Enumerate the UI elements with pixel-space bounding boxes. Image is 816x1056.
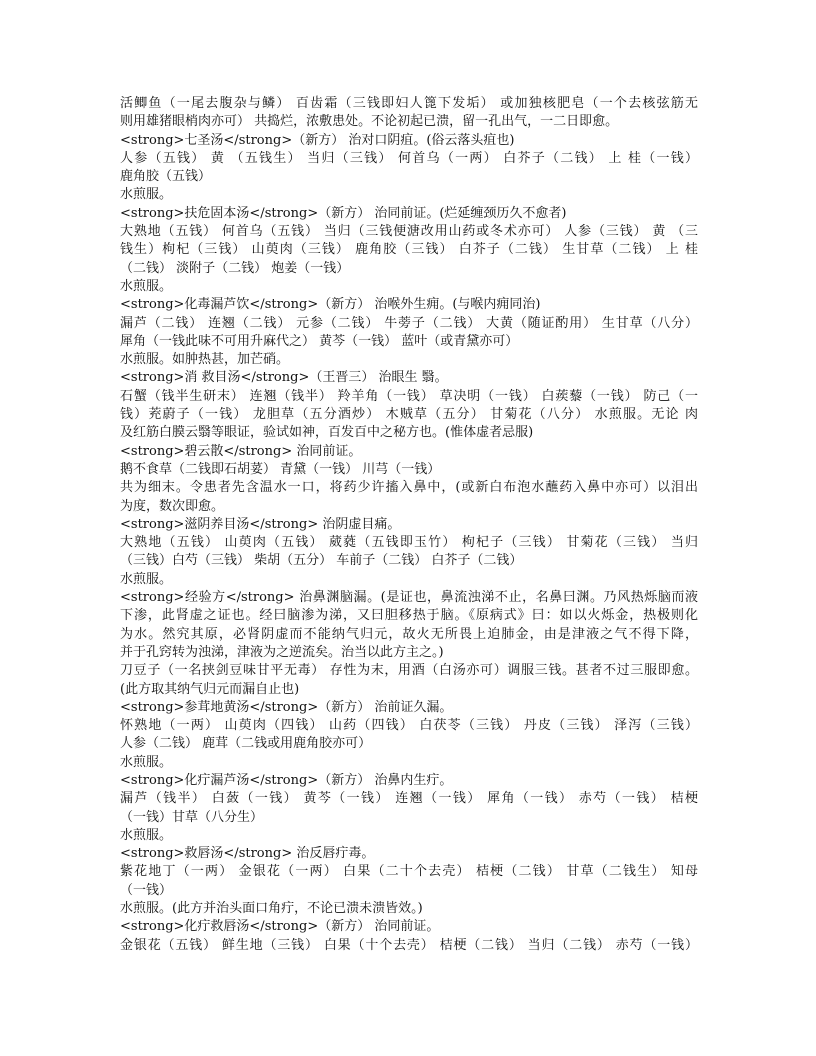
- text-line: 水煎服。: [120, 754, 173, 770]
- text-line: 则用雄猪眼梢肉亦可） 共捣烂，浓敷患处。不论初起已溃，留一孔出气，一二日即愈。: [120, 114, 619, 130]
- text-line: 为度，数次即愈。: [120, 498, 225, 514]
- text-line: <strong>化疔救唇汤</strong>（新方） 治同前证。: [120, 919, 440, 935]
- text-line: 共为细末。令患者先含温水一口，将药少许搐入鼻中，(或新白布泡水蘸药入鼻中亦可）以泪出: [120, 480, 698, 496]
- text-line: 水煎服。: [120, 827, 173, 843]
- text-line: 漏芦（钱半） 白蔹（一钱） 黄芩（一钱） 连翘（一钱） 犀角（一钱） 赤芍（一钱） 桔梗: [120, 791, 698, 807]
- text-line: <strong>化疔漏芦汤</strong>（新方） 治鼻内生疔。: [120, 772, 453, 788]
- text-line: 人参（二钱） 鹿茸（二钱或用鹿角胶亦可）: [120, 736, 372, 752]
- text-line: 钱）茺蔚子（一钱） 龙胆草（五分酒炒） 木贼草（五分） 甘菊花（八分） 水煎服。无论 肉: [120, 407, 698, 423]
- text-line: （一钱）甘草（八分生）: [120, 809, 264, 825]
- text-line: 金银花（五钱） 鲜生地（三钱） 白果（十个去壳） 桔梗（二钱） 当归（二钱） 赤芍（一钱）: [120, 937, 698, 953]
- text-line: （二钱） 淡附子（二钱） 炮姜（一钱）: [120, 260, 350, 276]
- text-line: 活鲫鱼（一尾去腹杂与鳞） 百齿霜（三钱即妇人篦下发垢） 或加独核肥皂（一个去核弦筋无: [120, 96, 698, 111]
- text-line: 下渗，此肾虚之证也。经曰脑渗为涕，又曰胆移热于脑。《原病式》曰：如以火烁金，热极则化: [120, 608, 698, 624]
- text-line: 并于孔窍转为浊涕，津液为之逆流矣。治当以此方主之。): [120, 644, 444, 660]
- text-line: 水煎服。: [120, 278, 173, 294]
- text-line: <strong>经验方</strong> 治鼻渊脑漏。(是证也，鼻流浊涕不止，名鼻曰渊。乃风热烁脑而液: [120, 590, 698, 606]
- text-line: 犀角（一钱此味不可用升麻代之） 黄芩（一钱） 蓝叶（或青黛亦可）: [120, 333, 519, 349]
- text-line: 石蟹（钱半生研末） 连翘（钱半） 羚羊角（一钱） 草决明（一钱） 白蒺藜（一钱） 防己（一: [120, 388, 698, 404]
- text-line: 水煎服。: [120, 571, 173, 587]
- text-line: <strong>化毒漏芦饮</strong>（新方） 治喉外生痈。(与喉内痈同治): [120, 297, 541, 313]
- text-line: 刀豆子（一名挟剑豆味甘平无毒） 存性为末，用酒（白汤亦可）调服三钱。甚者不过三服即愈。: [120, 663, 698, 679]
- text-line: 水煎服。: [120, 187, 173, 203]
- text-line: 鹅不食草（二钱即石胡荽） 青黛（一钱） 川芎（一钱）: [120, 461, 441, 477]
- text-line: <strong>滋阴养目汤</strong> 治阴虚目痛。: [120, 516, 401, 532]
- text-line: 大熟地（五钱） 山萸肉（五钱） 葳蕤（五钱即玉竹） 枸杞子（三钱） 甘菊花（三钱） 当归: [120, 535, 698, 551]
- text-line: <strong>救唇汤</strong> 治反唇疔毒。: [120, 846, 375, 862]
- text-line: 漏芦（二钱） 连翘（二钱） 元参（二钱） 牛蒡子（二钱） 大黄（随证酌用） 生甘草（八分）: [120, 315, 698, 331]
- text-line: (此方取其纳气归元而漏自止也): [120, 681, 300, 697]
- text-line: 大熟地（五钱） 何首乌（五钱） 当归（三钱便溏改用山药或冬术亦可） 人参（三钱） 黄 （三: [120, 224, 698, 240]
- text-line: 鹿角胶（五钱）: [120, 169, 212, 185]
- text-line: 钱生）枸杞（三钱） 山萸肉（三钱） 鹿角胶（三钱） 白芥子（二钱） 生甘草（二钱） 上 桂: [120, 242, 698, 258]
- text-line: <strong>七圣汤</strong>（新方） 治对口阴疽。(俗云落头疽也): [120, 132, 515, 148]
- text-line: <strong>消 救目汤</strong>（王晋三） 治眼生 翳。: [120, 370, 448, 386]
- text-line: 紫花地丁（一两） 金银花（一两） 白果（二十个去壳） 桔梗（二钱） 甘草（二钱生） 知母: [120, 864, 698, 880]
- text-line: <strong>扶危固本汤</strong>（新方） 治同前证。(烂延缠颈历久不愈者): [120, 205, 567, 221]
- document-page: [120, 95, 698, 955]
- text-line: 怀熟地（一两） 山萸肉（四钱） 山药（四钱） 白茯苓（三钱） 丹皮（三钱） 泽泻（三钱）: [120, 718, 698, 734]
- text-line: 为水。然究其原，必肾阴虚而不能纳气归元，故火无所畏上迫肺金，由是津液之气不得下降，: [120, 626, 698, 642]
- text-line: <strong>参茸地黄汤</strong>（新方） 治前证久漏。: [120, 699, 453, 715]
- text-line: 及红筋白膜云翳等眼证，验试如神，百发百中之秘方也。(惟体虚者忌服): [120, 425, 534, 441]
- text-line: <strong>碧云散</strong> 治同前证。: [120, 443, 362, 459]
- text-line: （三钱）白芍（三钱） 柴胡（五分） 车前子（二钱） 白芥子（二钱）: [120, 553, 523, 569]
- text-line: 水煎服。如肿热甚，加芒硝。: [120, 352, 290, 368]
- text-line: （一钱）: [120, 882, 173, 898]
- text-line: 水煎服。(此方并治头面口角疔，不论已溃未溃皆效。): [120, 901, 423, 917]
- text-line: 人参（五钱） 黄 （五钱生） 当归（三钱） 何首乌（一两） 白芥子（二钱） 上 桂（一钱）: [120, 150, 698, 166]
